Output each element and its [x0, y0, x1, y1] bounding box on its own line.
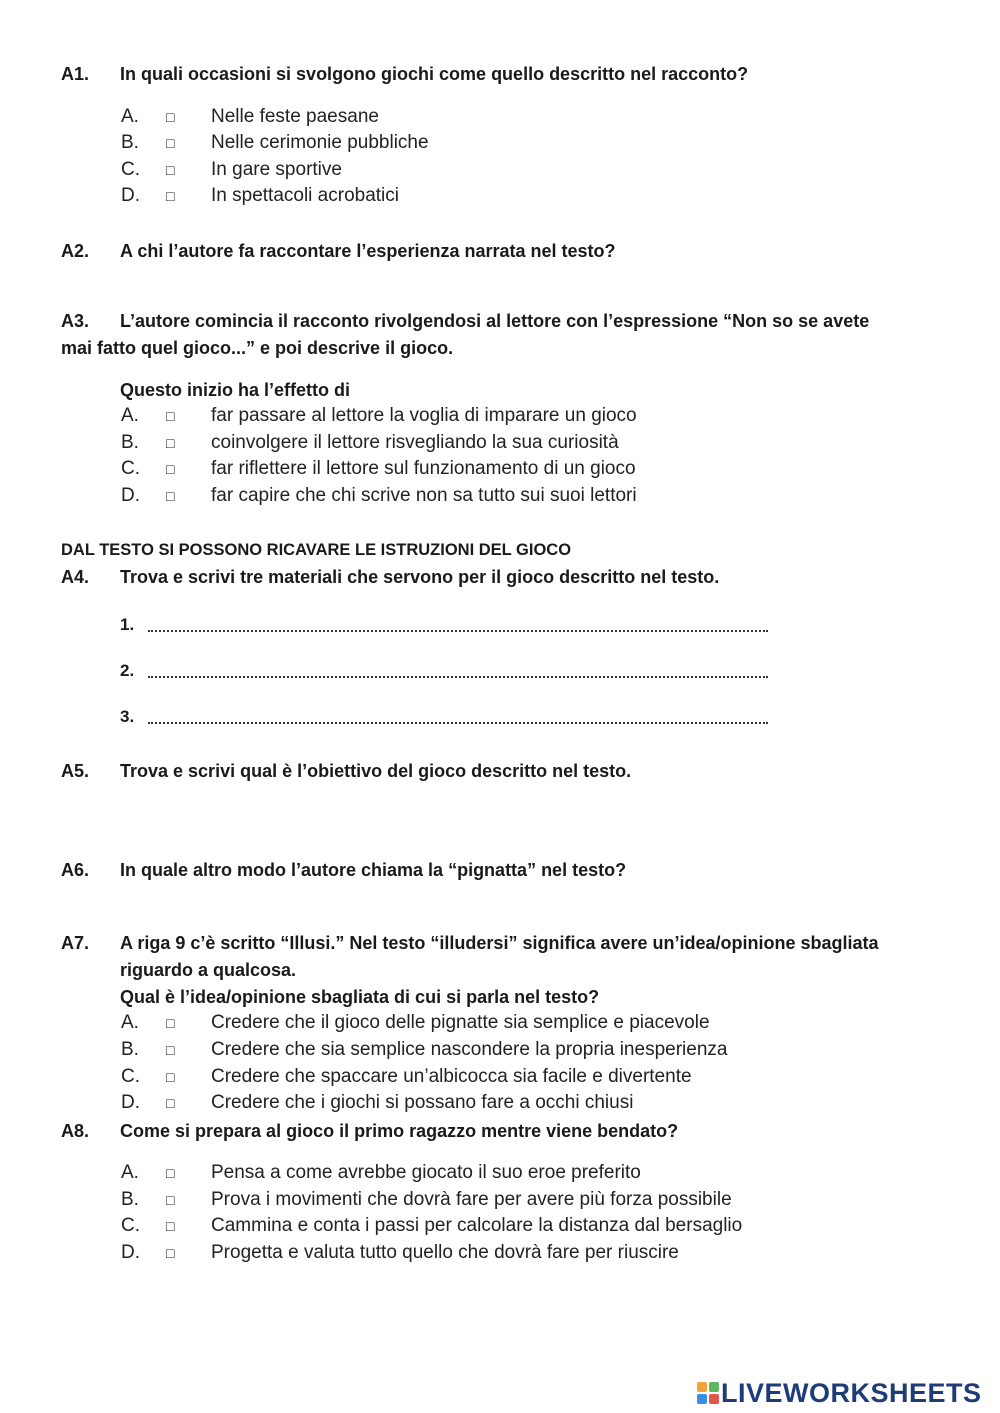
question-number-a8: A8.	[61, 1121, 90, 1141]
question-number-a7: A7.	[61, 933, 90, 953]
question-subprompt-a7: Qual è l’idea/opinione sbagliata di cui si parla nel testo?	[120, 987, 600, 1007]
option-text: Nelle feste paesane	[211, 106, 379, 127]
checkbox-icon[interactable]: □	[166, 162, 175, 178]
question-text-a7-line1: A riga 9 c’è scritto “Illusi.” Nel testo “illudersi” significa avere un’idea/opinione sbagliata	[120, 933, 879, 953]
option-text: coinvolgere il lettore risvegliando la sua curiosità	[211, 432, 619, 453]
question-text-a3-line2: mai fatto quel gioco...” e poi descrive il gioco.	[61, 338, 454, 358]
option-text: In spettacoli acrobatici	[211, 185, 399, 206]
checkbox-icon[interactable]: □	[166, 109, 175, 125]
option-letter: C.	[121, 1215, 140, 1236]
question-text-a4: Trova e scrivi tre materiali che servono per il gioco descritto nel testo.	[120, 567, 720, 587]
option-letter: A.	[121, 1162, 139, 1183]
answer-line-1[interactable]	[148, 630, 768, 632]
option-text: Progetta e valuta tutto quello che dovrà fare per riuscire	[211, 1242, 679, 1263]
answer-number-2: 2.	[120, 661, 135, 680]
question-number-a6: A6.	[61, 860, 90, 880]
option-letter: D.	[121, 185, 140, 206]
question-subprompt-a3: Questo inizio ha l’effetto di	[120, 380, 351, 400]
option-letter: D.	[121, 1242, 140, 1263]
option-letter: C.	[121, 1066, 140, 1087]
checkbox-icon[interactable]: □	[166, 408, 175, 424]
option-letter: A.	[121, 106, 139, 127]
option-text: far passare al lettore la voglia di imparare un gioco	[211, 405, 637, 426]
option-letter: C.	[121, 458, 140, 479]
section-heading: DAL TESTO SI POSSONO RICAVARE LE ISTRUZIONI DEL GIOCO	[61, 541, 572, 559]
checkbox-icon[interactable]: □	[166, 1015, 175, 1031]
option-text: far capire che chi scrive non sa tutto sui suoi lettori	[211, 485, 637, 506]
checkbox-icon[interactable]: □	[166, 435, 175, 451]
question-text-a5: Trova e scrivi qual è l’obiettivo del gioco descritto nel testo.	[120, 761, 632, 781]
logo-text: LIVEWORKSHEETS	[721, 1378, 982, 1408]
option-letter: B.	[121, 132, 139, 153]
answer-number-3: 3.	[120, 707, 135, 726]
answer-number-1: 1.	[120, 615, 135, 634]
answer-line-3[interactable]	[148, 722, 768, 724]
checkbox-icon[interactable]: □	[166, 461, 175, 477]
option-letter: B.	[121, 432, 139, 453]
option-letter: B.	[121, 1039, 139, 1060]
option-text: Cammina e conta i passi per calcolare la distanza dal bersaglio	[211, 1215, 743, 1236]
option-text: Nelle cerimonie pubbliche	[211, 132, 429, 153]
option-text: Credere che il gioco delle pignatte sia semplice e piacevole	[211, 1012, 710, 1033]
checkbox-icon[interactable]: □	[166, 488, 175, 504]
option-text: Credere che spaccare un’albicocca sia facile e divertente	[211, 1066, 692, 1087]
question-number-a3: A3.	[61, 311, 90, 331]
question-number-a5: A5.	[61, 761, 90, 781]
option-letter: D.	[121, 485, 140, 506]
option-text: Prova i movimenti che dovrà fare per avere più forza possibile	[211, 1189, 732, 1210]
answer-line-2[interactable]	[148, 676, 768, 678]
option-letter: A.	[121, 1012, 139, 1033]
option-text: In gare sportive	[211, 159, 342, 180]
question-text-a6: In quale altro modo l’autore chiama la “pignatta” nel testo?	[120, 860, 627, 880]
checkbox-icon[interactable]: □	[166, 1218, 175, 1234]
question-text-a7-line2: riguardo a qualcosa.	[120, 960, 297, 980]
option-letter: D.	[121, 1092, 140, 1113]
checkbox-icon[interactable]: □	[166, 1165, 175, 1181]
checkbox-icon[interactable]: □	[166, 1245, 175, 1261]
checkbox-icon[interactable]: □	[166, 1095, 175, 1111]
checkbox-icon[interactable]: □	[166, 1192, 175, 1208]
question-number-a1: A1.	[61, 64, 90, 84]
checkbox-icon[interactable]: □	[166, 1069, 175, 1085]
option-text: far riflettere il lettore sul funzionamento di un gioco	[211, 458, 636, 479]
checkbox-icon[interactable]: □	[166, 1042, 175, 1058]
checkbox-icon[interactable]: □	[166, 188, 175, 204]
option-text: Credere che i giochi si possano fare a occhi chiusi	[211, 1092, 634, 1113]
question-number-a4: A4.	[61, 567, 90, 587]
question-text-a8: Come si prepara al gioco il primo ragazzo mentre viene bendato?	[120, 1121, 679, 1141]
option-letter: A.	[121, 405, 139, 426]
question-text-a2: A chi l’autore fa raccontare l’esperienza narrata nel testo?	[120, 241, 616, 261]
option-letter: B.	[121, 1189, 139, 1210]
checkbox-icon[interactable]: □	[166, 135, 175, 151]
question-text-a3-line1: L’autore comincia il racconto rivolgendosi al lettore con l’espressione “Non so se avete	[120, 311, 870, 331]
logo-mark-icon	[697, 1382, 719, 1404]
option-letter: C.	[121, 159, 140, 180]
question-text-a1: In quali occasioni si svolgono giochi come quello descritto nel racconto?	[120, 64, 749, 84]
question-number-a2: A2.	[61, 241, 90, 261]
option-text: Credere che sia semplice nascondere la propria inesperienza	[211, 1039, 728, 1060]
option-text: Pensa a come avrebbe giocato il suo eroe preferito	[211, 1162, 641, 1183]
